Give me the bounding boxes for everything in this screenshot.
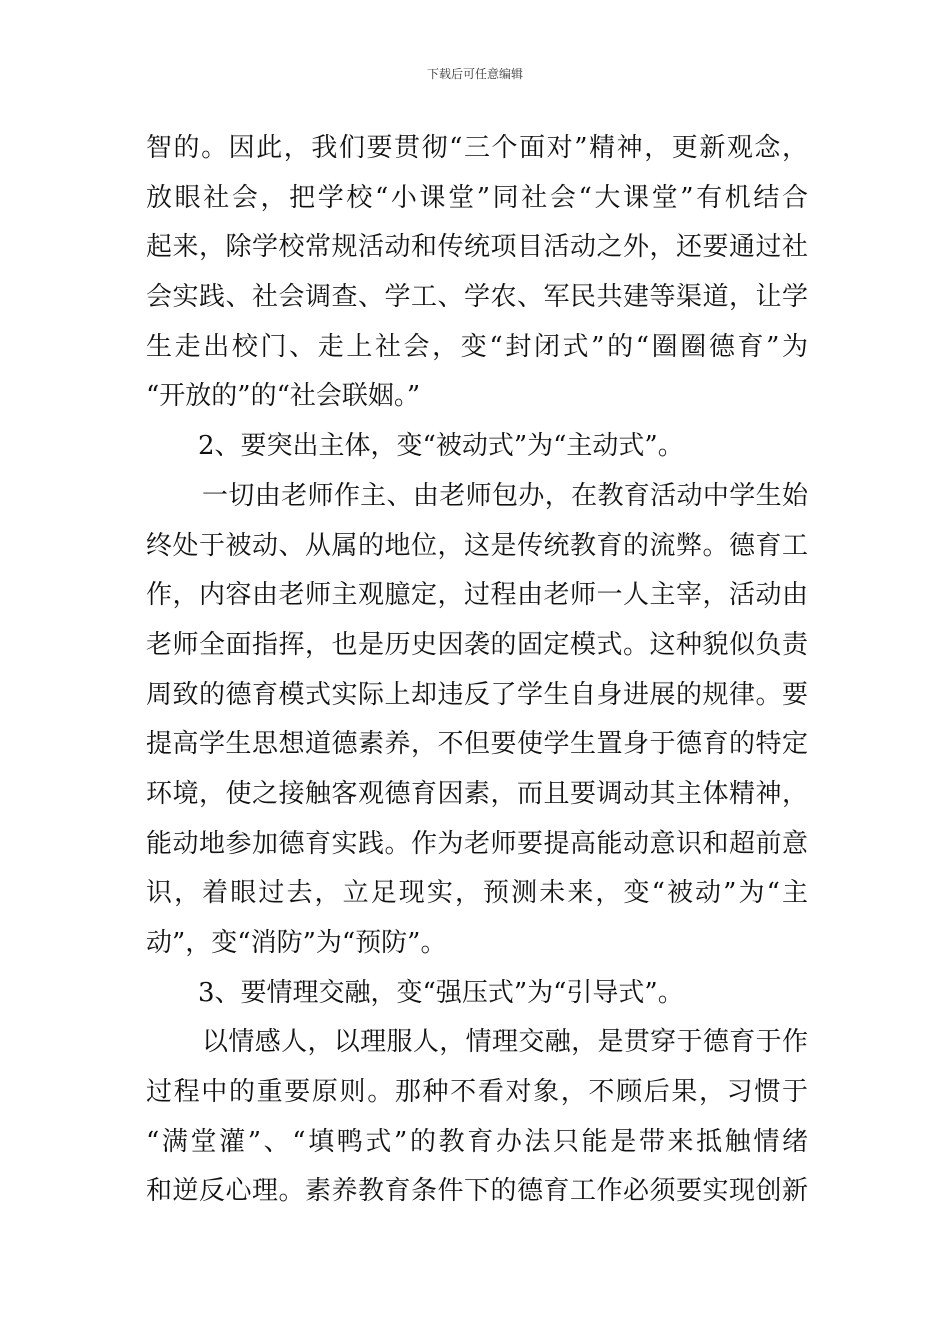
text-line: 起来，除学校常规活动和传统项目活动之外，还要通过社	[146, 232, 808, 263]
text-line: 放眼社会，把学校“小课堂”同社会“大课堂”有机结合	[146, 182, 808, 213]
text-line: 识，着眼过去，立足现实，预测未来，变“被动”为“主	[146, 878, 808, 909]
text-line: 能动地参加德育实践。作为老师要提高能动意识和超前意	[146, 828, 808, 859]
section-heading: 3、要情理交融，变“强压式”为“引导式”。	[198, 977, 684, 1008]
text-line: 环境，使之接触客观德育因素，而且要调动其主体精神，	[146, 778, 808, 809]
text-line: 动”，变“消防”为“预防”。	[146, 928, 447, 958]
text-line: 智的。因此，我们要贯彻“三个面对”精神，更新观念，	[146, 133, 808, 163]
text-line: 作，内容由老师主观臆定，过程由老师一人主宰，活动由	[146, 580, 808, 611]
body-text	[146, 124, 808, 1217]
text-line: 过程中的重要原则。那种不看对象，不顾后果，习惯于	[146, 1077, 808, 1108]
text-line: 以情感人，以理服人，情理交融，是贯穿于德育于作	[202, 1027, 808, 1058]
text-line: 提高学生思想道德素养，不但要使学生置身于德育的特定	[146, 729, 808, 760]
text-line: 生走出校门、走上社会，变“封闭式”的“圈圈德育”为	[146, 331, 808, 362]
text-line: 周致的德育模式实际上却违反了学生自身进展的规律。要	[146, 679, 808, 710]
text-line: 和逆反心理。素养教育条件下的德育工作必须要实现创新	[146, 1176, 808, 1207]
text-line: 老师全面指挥，也是历史因袭的固定模式。这种貌似负责	[146, 629, 808, 660]
text-line: 一切由老师作主、由老师包办，在教育活动中学生始	[202, 480, 808, 511]
text-line: “开放的”的“社会联姻。”	[146, 381, 421, 412]
section-heading: 2、要突出主体，变“被动式”为“主动式”。	[198, 431, 684, 462]
text-line: “满堂灌”、“填鸭式”的教育办法只能是带来抵触情绪	[146, 1126, 808, 1157]
page-header: 下载后可任意编辑	[426, 67, 523, 81]
text-line: 会实践、社会调查、学工、学农、军民共建等渠道，让学	[146, 282, 808, 313]
text-line: 终处于被动、从属的地位，这是传统教育的流弊。德育工	[146, 530, 808, 561]
